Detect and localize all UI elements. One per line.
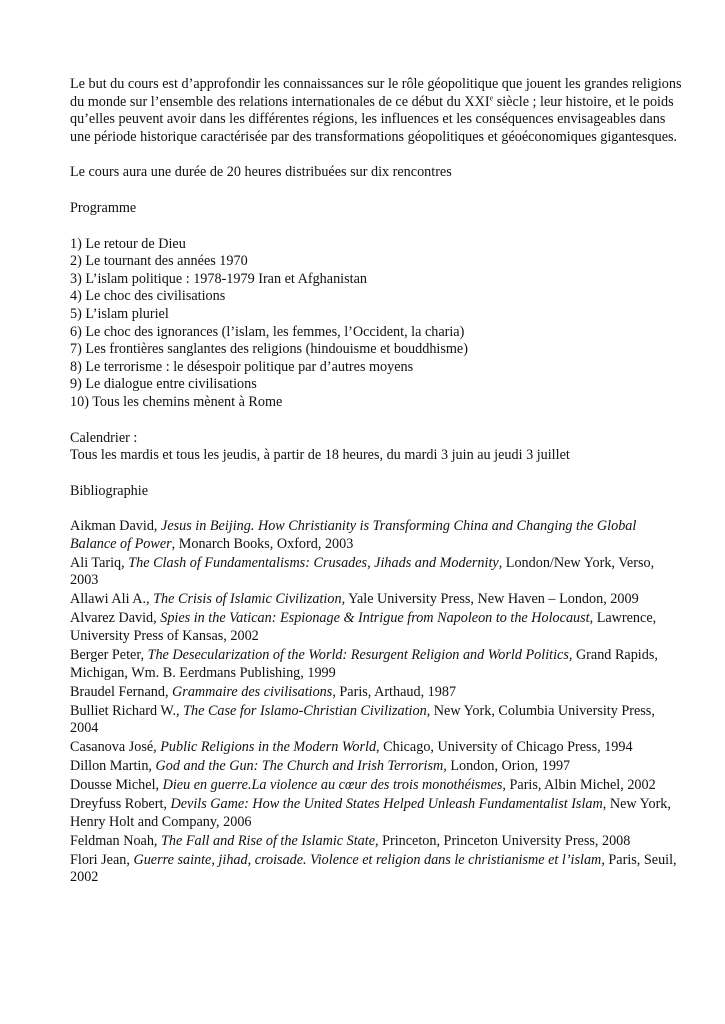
entry-author: Aikman David,: [70, 518, 162, 535]
bibliography-list: [70, 518, 685, 887]
calendar-text: Tous les mardis et tous les jeudis, à partir de 18 heures, du mardi 3 juin au jeudi 3 juillet: [70, 447, 570, 464]
entry-title: Dieu en guerre.La violence au cœur des trois monothéismes: [162, 777, 503, 794]
entry-title: Public Religions in the Modern World: [160, 739, 377, 756]
entry-title: Spies in the Vatican: Espionage & Intrigue from Napoleon to the Holocaust: [160, 610, 590, 627]
entry-author: Allawi Ali A.,: [70, 591, 154, 608]
duration-text: Le cours aura une durée de 20 heures distribuées sur dix rencontres: [70, 164, 452, 181]
entry-author: Casanova José,: [70, 739, 161, 756]
bibliography-entry: [70, 591, 685, 609]
entry-title: Jesus in Beijing. How Christianity is Transforming China and Changing the Global Balance of Power: [70, 518, 637, 552]
entry-author: Dousse Michel,: [70, 777, 163, 794]
entry-publication: , New York, Columbia University Press, 2004: [70, 702, 655, 737]
calendar-section: [70, 430, 685, 465]
intro-text-continued: siècle ; leur histoire, et le poids qu’elles peuvent avoir dans les différentes régions, les influences et les conséquences envisageables dans une période historique caractérisée par des transformations géopolitiques et géoéconomiques gigantesques.: [70, 93, 678, 145]
bibliography-entry: [70, 647, 685, 682]
programme-item: 9) Le dialogue entre civilisations: [70, 376, 257, 393]
entry-author: Dillon Martin,: [70, 758, 156, 775]
entry-author: Alvarez David,: [70, 610, 161, 627]
entry-publication: , Lawrence, University Press of Kansas, 2002: [70, 610, 657, 645]
entry-title: The Desecularization of the World: Resurgent Religion and World Politics: [147, 647, 569, 663]
entry-title: The Crisis of Islamic Civilization: [153, 591, 342, 608]
bibliography-entry: [70, 684, 685, 702]
programme-item: 1) Le retour de Dieu: [70, 235, 186, 252]
programme-item: 10) Tous les chemins mènent à Rome: [70, 393, 283, 410]
bibliography-entry: [70, 703, 685, 738]
entry-author: Feldman Noah,: [70, 832, 162, 849]
entry-title: God and the Gun: The Church and Irish Terrorism: [155, 758, 444, 775]
entry-publication: , London, Orion, 1997: [443, 758, 571, 775]
entry-publication: , Paris, Albin Michel, 2002: [502, 777, 656, 794]
programme-item: 4) Le choc des civilisations: [70, 288, 226, 305]
programme-item: 7) Les frontières sanglantes des religions (hindouisme et bouddhisme): [70, 341, 468, 358]
entry-publication: , Grand Rapids, Michigan, Wm. B. Eerdmans Publishing, 1999: [70, 647, 658, 681]
entry-publication: , Paris, Arthaud, 1987: [332, 683, 457, 700]
programme-item: 3) L’islam politique : 1978-1979 Iran et Afghanistan: [70, 270, 367, 287]
bibliography-entry: [70, 610, 685, 645]
bibliography-entry: [70, 739, 685, 757]
intro-paragraph: [70, 76, 685, 146]
programme-item: 5) L’islam pluriel: [70, 305, 169, 322]
entry-title: Guerre sainte, jihad, croisade. Violence et religion dans le christianisme et l’islam: [133, 851, 602, 868]
entry-author: Flori Jean,: [70, 851, 134, 868]
entry-publication: , Chicago, University of Chicago Press, 1994: [376, 739, 633, 756]
entry-author: Braudel Fernand,: [70, 683, 173, 700]
programme-heading: Programme: [70, 199, 137, 216]
entry-author: Berger Peter,: [70, 647, 148, 663]
bibliography-entry: [70, 796, 685, 831]
bibliography-entry: [70, 518, 685, 553]
entry-publication: , London/New York, Verso, 2003: [70, 554, 655, 589]
entry-publication: , Paris, Seuil, 2002: [70, 851, 677, 886]
programme-list: [70, 236, 685, 412]
bibliography-entry: [70, 833, 685, 851]
entry-publication: , Yale University Press, New Haven – London, 2009: [341, 591, 639, 608]
entry-title: Grammaire des civilisations: [172, 683, 333, 700]
entry-title: The Clash of Fundamentalisms: Crusades, Jihads and Modernity: [128, 554, 499, 571]
entry-publication: , Monarch Books, Oxford, 2003: [171, 535, 354, 552]
entry-author: Ali Tariq,: [70, 554, 129, 571]
bibliography-entry: [70, 758, 685, 776]
bibliography-entry: [70, 852, 685, 887]
programme-item: 6) Le choc des ignorances (l’islam, les femmes, l’Occident, la charia): [70, 323, 465, 340]
programme-item: 2) Le tournant des années 1970: [70, 253, 248, 270]
entry-title: The Case for Islamo-Christian Civilization: [183, 702, 427, 719]
entry-author: Bulliet Richard W.,: [70, 702, 184, 719]
entry-publication: , Princeton, Princeton University Press, 2008: [375, 832, 631, 849]
intro-text: Le but du cours est d’approfondir les connaissances sur le rôle géopolitique que jouent les grandes religions du monde sur l’ensemble des relations internationales de ce début du XXI: [70, 76, 682, 110]
bibliography-heading: Bibliographie: [70, 482, 149, 499]
entry-publication: , New York, Henry Holt and Company, 2006: [70, 796, 671, 830]
bibliography-entry: [70, 555, 685, 590]
entry-title: Devils Game: How the United States Helped Unleash Fundamentalist Islam: [170, 796, 603, 813]
bibliography-entry: [70, 777, 685, 795]
calendar-label: Calendrier :: [70, 429, 138, 446]
century-superscript: e: [489, 92, 494, 102]
entry-title: The Fall and Rise of the Islamic State: [161, 832, 375, 849]
entry-author: Dreyfuss Robert,: [70, 796, 171, 813]
programme-item: 8) Le terrorisme : le désespoir politique par d’autres moyens: [70, 358, 414, 375]
